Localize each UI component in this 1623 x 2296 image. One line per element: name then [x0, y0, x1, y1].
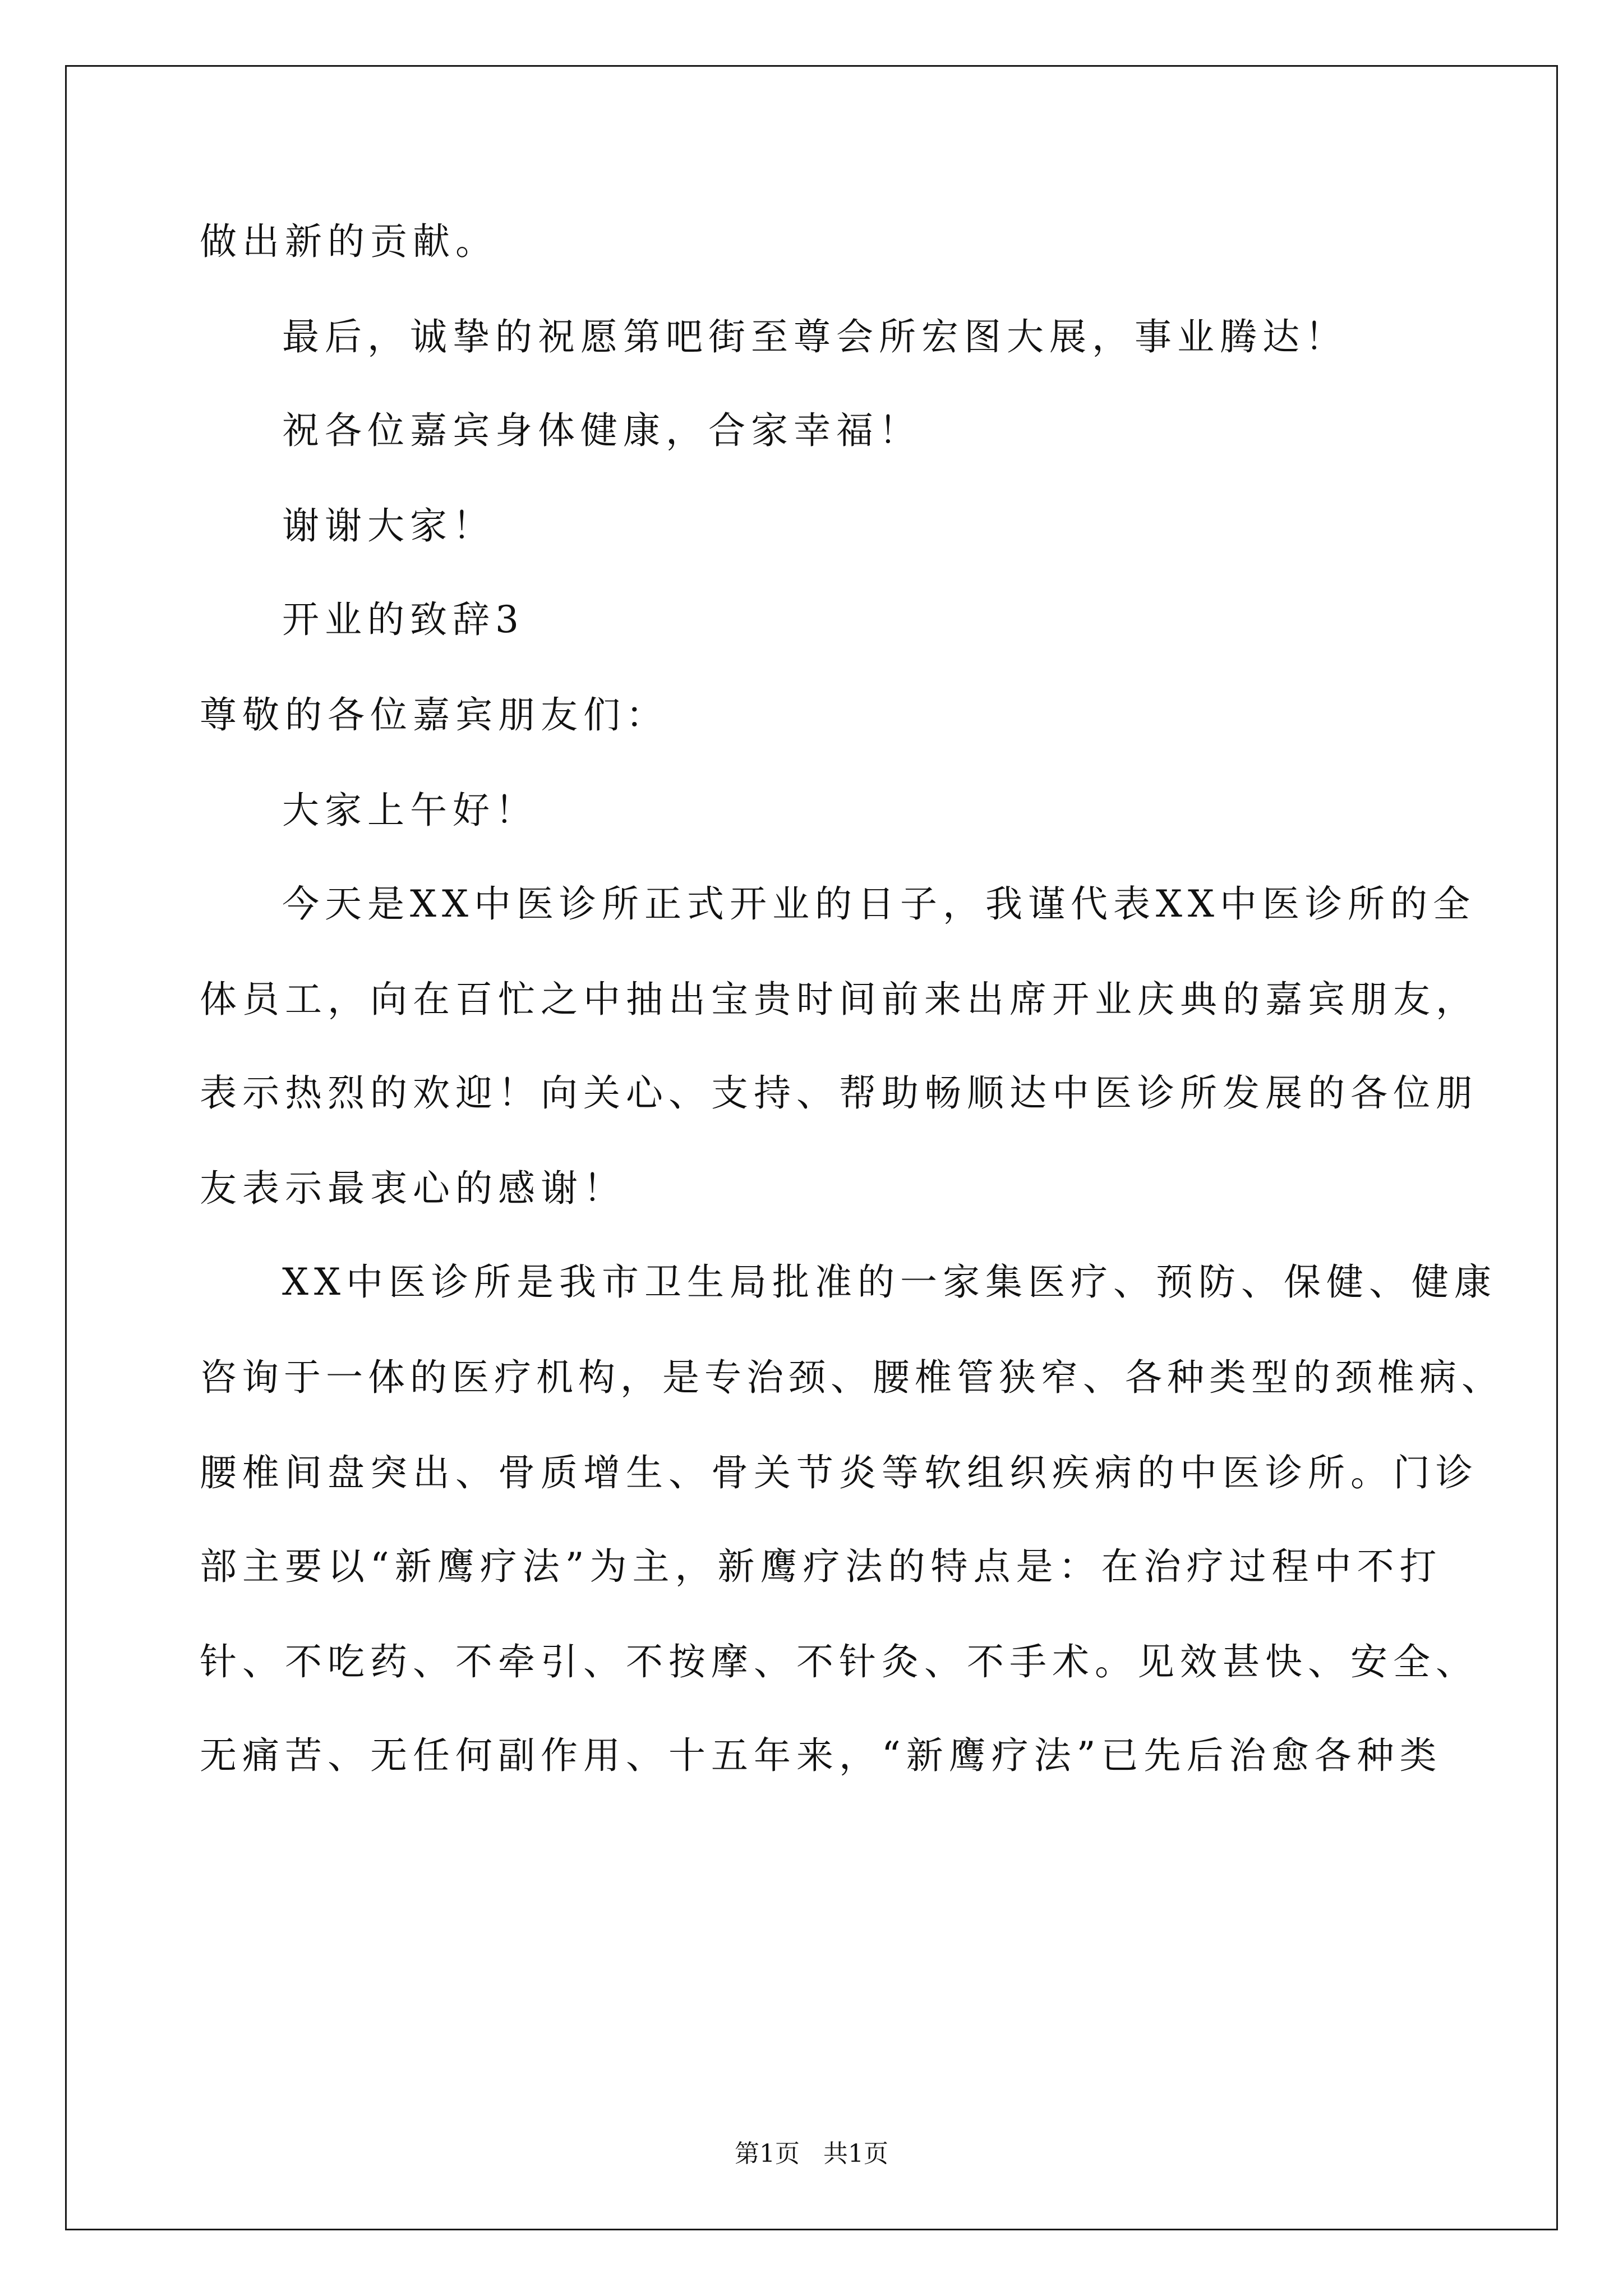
text-line-12: XX中医诊所是我市卫生局批准的一家集医疗、预防、保健、健康 — [282, 1260, 1497, 1304]
text-line-10: 表示热烈的欢迎！向关心、支持、帮助畅顺达中医诊所发展的各位朋 — [200, 1071, 1478, 1115]
text-line-2: 最后，诚挚的祝愿第吧街至尊会所宏图大展，事业腾达！ — [282, 315, 1348, 358]
text-line-15: 部主要以“新鹰疗法”为主，新鹰疗法的特点是：在治疗过程中不打 — [200, 1545, 1442, 1588]
text-line-1: 做出新的贡献。 — [200, 220, 498, 263]
text-line-6: 尊敬的各位嘉宾朋友们： — [200, 693, 668, 737]
text-line-11: 友表示最衷心的感谢！ — [200, 1167, 626, 1210]
section-heading: 开业的致辞3 — [282, 598, 524, 641]
text-line-9: 体员工，向在百忙之中抽出宝贵时间前来出席开业庆典的嘉宾朋友， — [200, 978, 1478, 1021]
text-line-17: 无痛苦、无任何副作用、十五年来，“新鹰疗法”已先后治愈各种类 — [200, 1734, 1442, 1777]
text-line-8: 今天是XX中医诊所正式开业的日子，我谨代表XX中医诊所的全 — [282, 882, 1476, 926]
text-line-14: 腰椎间盘突出、骨质增生、骨关节炎等软组织疾病的中医诊所。门诊 — [200, 1451, 1478, 1494]
page-number-footer: 第1页 共1页 — [735, 2139, 888, 2168]
text-line-7: 大家上午好！ — [282, 789, 538, 832]
text-line-13: 咨询于一体的医疗机构，是专治颈、腰椎管狭窄、各种类型的颈椎病、 — [200, 1356, 1504, 1399]
text-line-4: 谢谢大家！ — [282, 504, 495, 547]
text-line-3: 祝各位嘉宾身体健康，合家幸福！ — [282, 409, 921, 452]
text-line-16: 针、不吃药、不牵引、不按摩、不针灸、不手术。见效甚快、安全、 — [200, 1640, 1478, 1683]
page-border — [65, 65, 1558, 2230]
